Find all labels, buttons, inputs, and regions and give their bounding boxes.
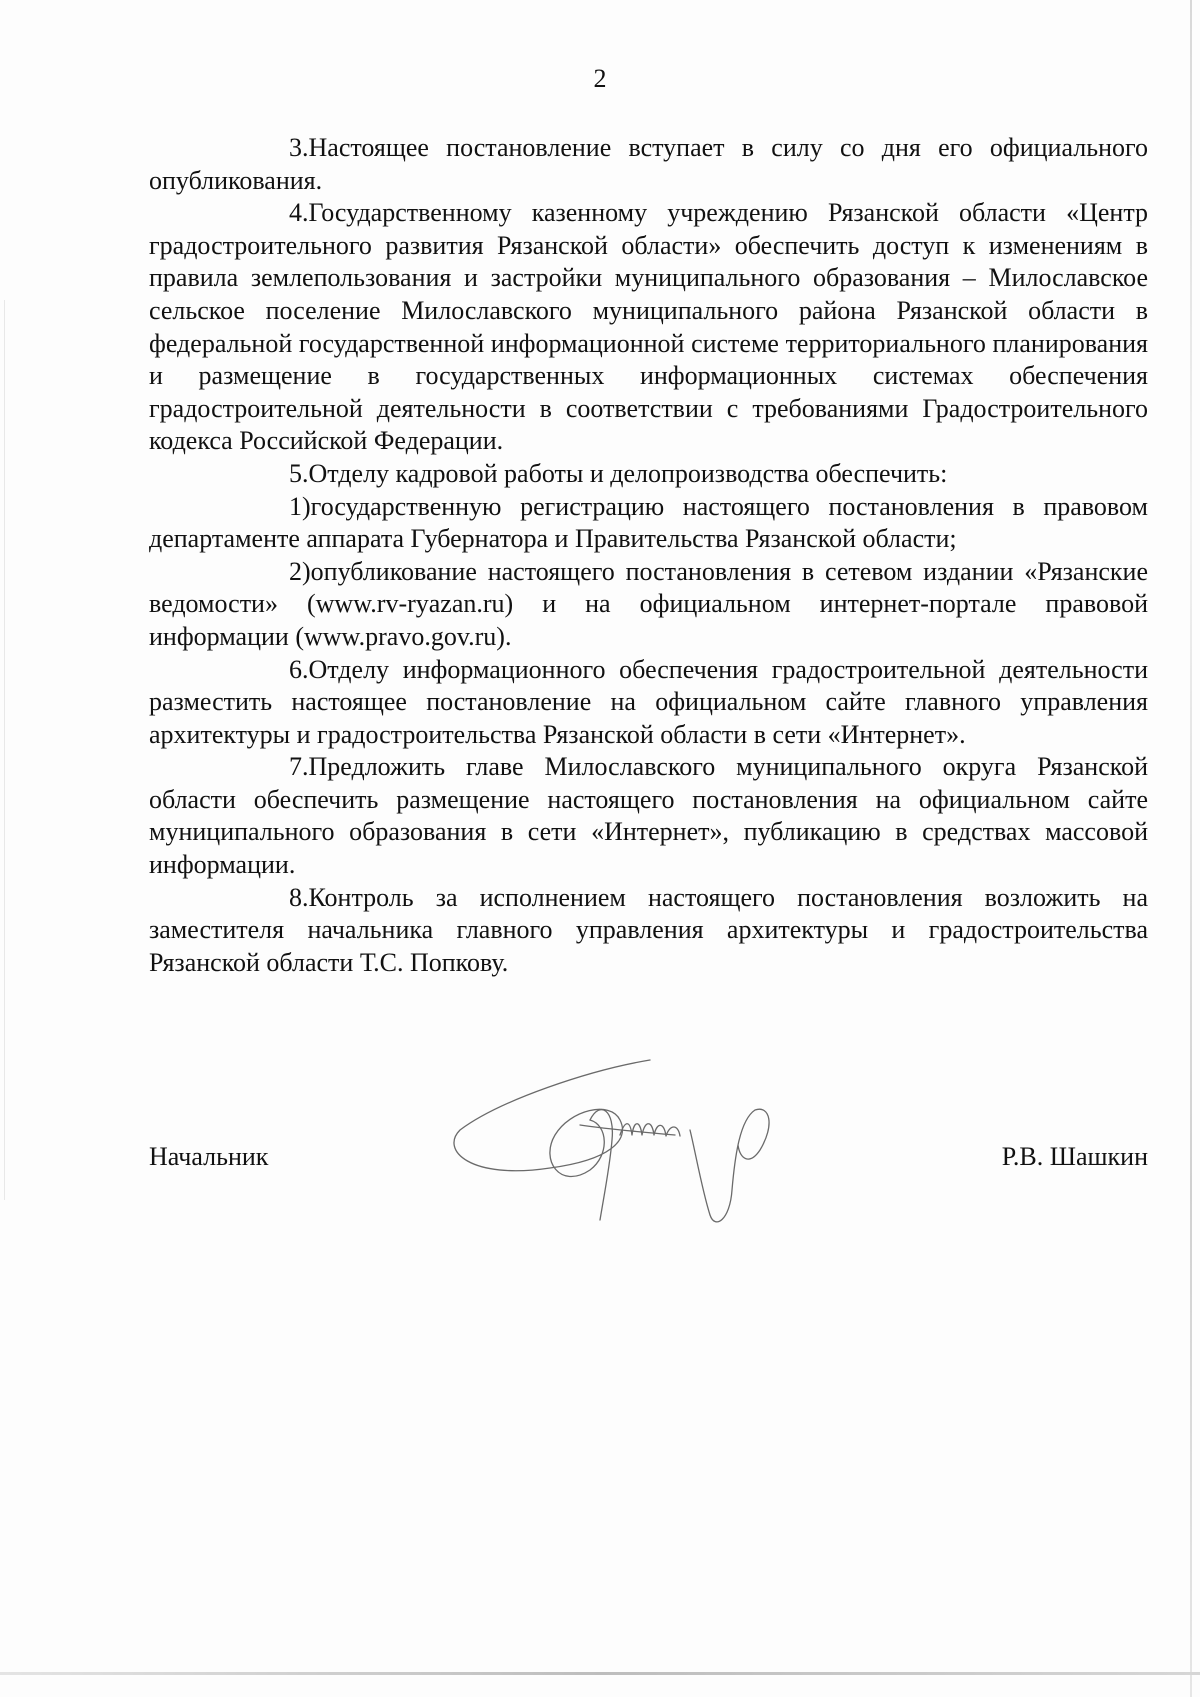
paragraph-8 <box>149 882 1148 980</box>
signature-stroke-cross <box>580 1125 675 1135</box>
scan-edge-left <box>4 300 5 1200</box>
paragraph-text: опубликование настоящего постановления в сетевом издании «Рязанские ведомости» (www.rv-ryazan.ru) и на официальном интернет-портале правовой информации (www.pravo.gov.ru). <box>149 556 1148 651</box>
paragraph-6 <box>149 654 1148 752</box>
paragraph-text: Настоящее постановление вступает в силу со дня его официального опубликования. <box>149 133 1148 195</box>
paragraph-number: 6. <box>289 654 309 684</box>
paragraph-text: Отделу кадровой работы и делопроизводства обеспечить: <box>308 458 948 488</box>
paragraph-text: Предложить главе Милославского муниципального округа Рязанской области обеспечить размещение настоящего постановления на официальном сайте муниципального образования в сети «Интернет», публикацию в средствах массовой информации. <box>149 752 1148 880</box>
signatory-name: Р.В. Шашкин <box>1001 1142 1148 1171</box>
paragraph-text: государственную регистрацию настоящего постановления в правовом департаменте аппарата Губернатора и Правительства Рязанской области; <box>149 491 1148 554</box>
paragraph-number: 1) <box>289 491 311 521</box>
paragraph-number: 4. <box>289 198 309 228</box>
paragraph-7 <box>149 751 1148 881</box>
paragraph-5 <box>149 458 1148 491</box>
paragraph-text: Отделу информационного обеспечения градостроительной деятельности разместить настоящее постановление на официальном сайте главного управления архитектуры и градостроительства Рязанской области в сети «Интернет». <box>149 654 1148 749</box>
signatory-title: Начальник <box>149 1142 269 1171</box>
signature-block <box>149 1142 1148 1182</box>
page-number: 2 <box>593 64 607 93</box>
scan-edge-right <box>1190 0 1192 1697</box>
paragraph-4 <box>149 197 1148 458</box>
handwritten-signature <box>440 1040 820 1240</box>
paragraph-number: 8. <box>289 882 309 912</box>
subparagraph-2 <box>149 556 1148 654</box>
scan-edge-bottom <box>0 1672 1200 1675</box>
paragraph-number: 2) <box>289 556 311 586</box>
subparagraph-1 <box>149 491 1148 556</box>
paragraph-text: Государственному казенному учреждению Рязанской области «Центр градостроительного развития Рязанской области» обеспечить доступ к изменениям в правила землепользования и застройки муниципального образования – Милославское сельское поселение Милославского муниципального района Рязанской области в федеральной государственной информационной системе территориального планирования и размещение в государственных информационных системах обеспечения градостроительной деятельности в соответствии с требованиями Градостроительного кодекса Российской Федерации. <box>149 198 1148 456</box>
paragraph-number: 7. <box>289 752 309 782</box>
paragraph-3 <box>149 132 1148 197</box>
paragraph-number: 3. <box>289 133 309 162</box>
paragraph-text: Контроль за исполнением настоящего постановления возложить на заместителя начальника главного управления архитектуры и градостроительства Рязанской области Т.С. Попкову. <box>149 882 1148 977</box>
document-body <box>149 132 1148 979</box>
paragraph-number: 5. <box>289 458 309 488</box>
